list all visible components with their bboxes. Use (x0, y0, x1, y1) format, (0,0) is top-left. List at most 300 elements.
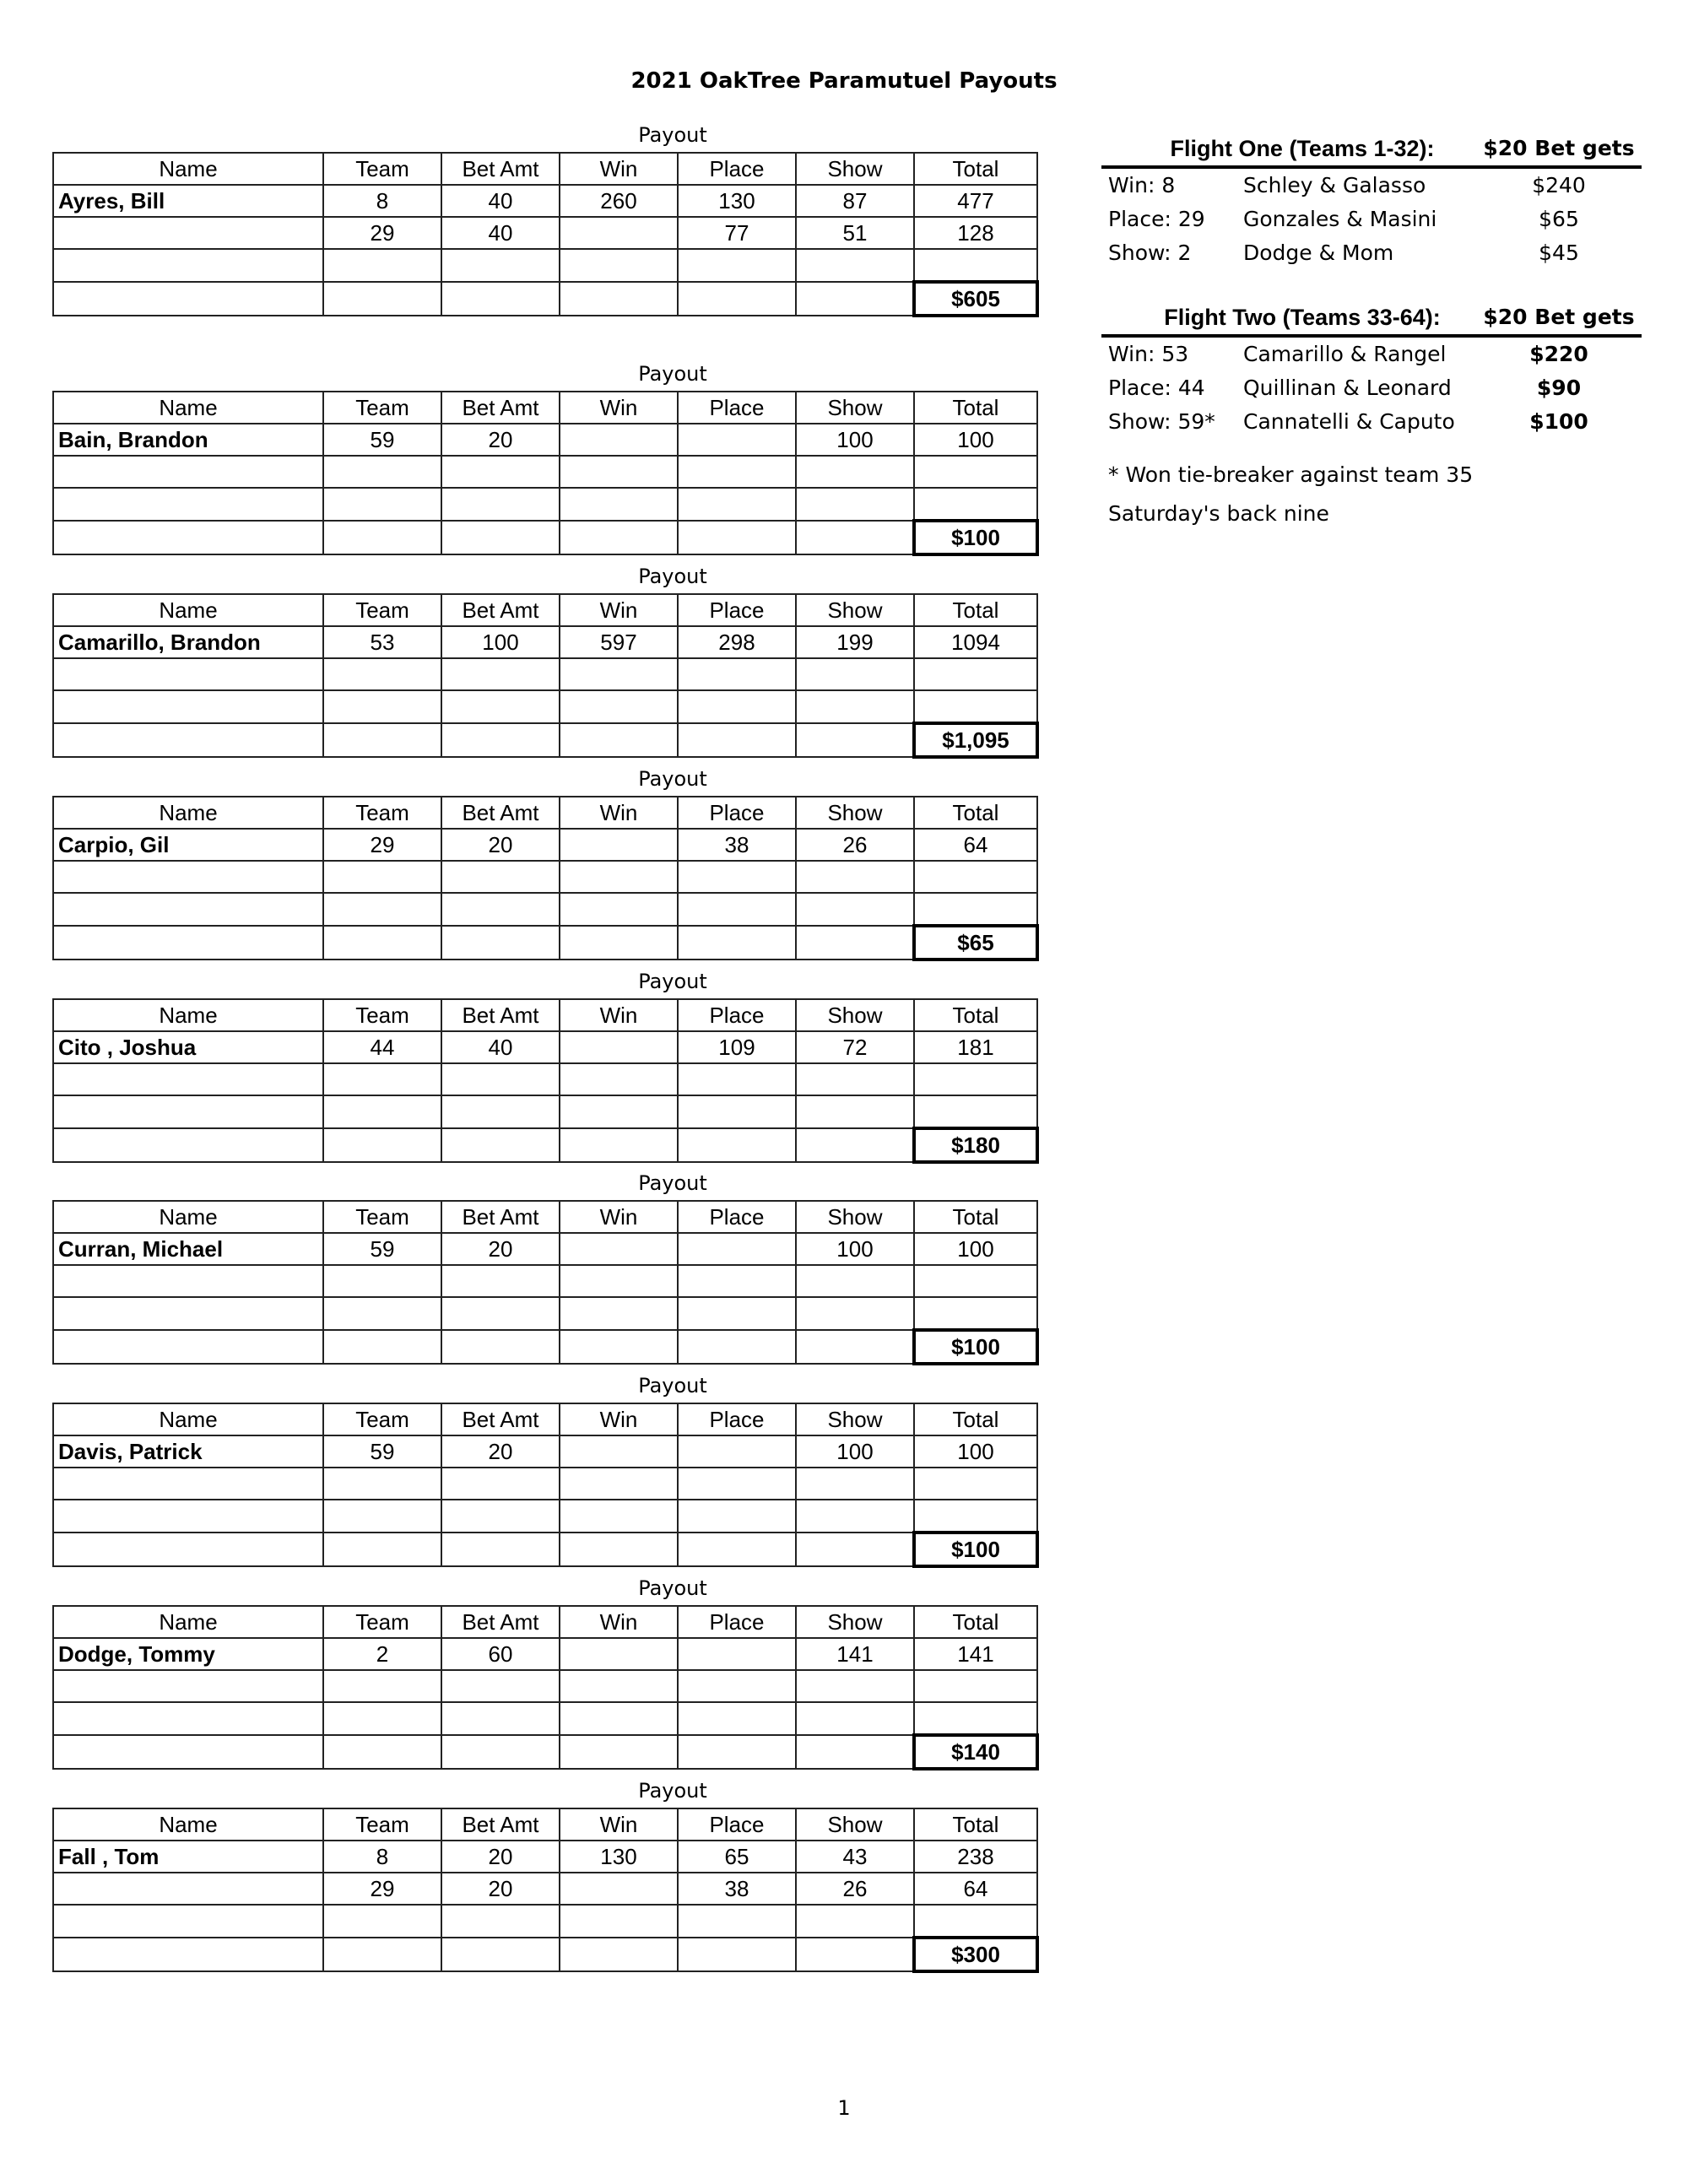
table-cell (323, 1533, 441, 1566)
page-title: 2021 OakTree Paramutuel Payouts (630, 68, 1058, 94)
payout-row (53, 1735, 1037, 1769)
table-cell (441, 690, 560, 723)
table-cell (323, 1735, 441, 1769)
table-cell (796, 1265, 914, 1297)
payout-value: $240 (1532, 173, 1586, 197)
table-cell (53, 282, 323, 316)
payout-caption: Payout (638, 1171, 707, 1195)
table-cell (560, 456, 678, 488)
table-cell (53, 1533, 323, 1566)
table-cell (560, 1905, 678, 1938)
flight-title: Flight One (Teams 1-32): (1170, 136, 1435, 161)
bettor-name (53, 1500, 323, 1533)
column-header: Win (560, 392, 678, 424)
table-cell (560, 1095, 678, 1128)
table-cell (914, 488, 1037, 521)
column-header: Team (323, 797, 441, 829)
payout-table (52, 1200, 1039, 1365)
column-header: Win (560, 797, 678, 829)
table-cell (796, 1533, 914, 1566)
column-header: Team (323, 392, 441, 424)
bettor-name (53, 1905, 323, 1938)
table-row (53, 1702, 1037, 1735)
column-header: Place (678, 392, 796, 424)
table-cell (678, 521, 796, 554)
table-cell (796, 1468, 914, 1500)
table-cell (560, 1938, 678, 1971)
table-cell (678, 1330, 796, 1364)
table-cell (441, 926, 560, 960)
table-cell (560, 488, 678, 521)
bettor-name: Camarillo, Brandon (53, 626, 323, 658)
table-cell: 477 (914, 185, 1037, 217)
table-cell: 43 (796, 1841, 914, 1873)
table-cell (796, 1095, 914, 1128)
table-cell (914, 658, 1037, 690)
column-header: Show (796, 797, 914, 829)
table-cell (323, 1670, 441, 1702)
table-row (53, 1670, 1037, 1702)
column-header: Total (914, 1201, 1037, 1233)
table-cell (560, 723, 678, 757)
payout-row (53, 926, 1037, 960)
table-cell (678, 926, 796, 960)
table-cell: 109 (678, 1031, 796, 1063)
table-cell: 100 (441, 626, 560, 658)
payout-total: $300 (914, 1938, 1037, 1971)
table-cell: 38 (678, 829, 796, 861)
table-cell (796, 1905, 914, 1938)
bettor-block (52, 1774, 1036, 2007)
flight-header (1101, 300, 1642, 338)
table-cell (914, 1905, 1037, 1938)
table-cell: 20 (441, 1435, 560, 1468)
table-cell: 260 (560, 185, 678, 217)
table-cell (560, 1500, 678, 1533)
table-cell (560, 1638, 678, 1670)
table-cell (560, 1063, 678, 1095)
table-cell (441, 1735, 560, 1769)
table-cell (560, 1702, 678, 1735)
table-cell (323, 521, 441, 554)
table-row (53, 424, 1037, 456)
payout-value: $220 (1529, 342, 1588, 366)
table-row (53, 217, 1037, 249)
bettor-name (53, 1702, 323, 1735)
payout-caption: Payout (638, 767, 707, 791)
table-cell (323, 658, 441, 690)
payout-caption: Payout (638, 1779, 707, 1803)
table-cell (560, 690, 678, 723)
table-cell (323, 488, 441, 521)
table-row (53, 1435, 1037, 1468)
table-cell (678, 1638, 796, 1670)
table-cell (678, 488, 796, 521)
finish-label: Show: 2 (1108, 241, 1192, 265)
table-cell (441, 282, 560, 316)
column-header: Total (914, 1808, 1037, 1841)
table-cell (796, 1735, 914, 1769)
table-cell: 77 (678, 217, 796, 249)
table-cell: 199 (796, 626, 914, 658)
table-cell (323, 861, 441, 893)
bettor-name: Ayres, Bill (53, 185, 323, 217)
table-row (53, 1233, 1037, 1265)
column-header: Place (678, 1201, 796, 1233)
column-header: Total (914, 392, 1037, 424)
table-cell (53, 1128, 323, 1162)
table-cell (678, 1702, 796, 1735)
table-cell (441, 1265, 560, 1297)
table-cell (560, 1297, 678, 1330)
payout-caption: Payout (638, 123, 707, 147)
table-cell (678, 1905, 796, 1938)
column-header: Bet Amt (441, 797, 560, 829)
column-header: Team (323, 1201, 441, 1233)
table-cell (914, 1500, 1037, 1533)
table-cell: 141 (796, 1638, 914, 1670)
table-cell (441, 1670, 560, 1702)
table-cell (323, 723, 441, 757)
table-cell (678, 1500, 796, 1533)
table-cell (914, 1670, 1037, 1702)
table-cell (914, 690, 1037, 723)
table-cell: 128 (914, 217, 1037, 249)
table-cell (914, 893, 1037, 926)
bettor-name (53, 456, 323, 488)
table-cell: 141 (914, 1638, 1037, 1670)
table-cell (678, 893, 796, 926)
table-cell (678, 1063, 796, 1095)
bettor-name (53, 1873, 323, 1905)
table-cell: 2 (323, 1638, 441, 1670)
bet-label: $20 Bet gets (1483, 305, 1635, 329)
column-header: Win (560, 594, 678, 626)
table-cell (914, 1702, 1037, 1735)
bettor-name (53, 217, 323, 249)
table-cell (678, 1233, 796, 1265)
bettor-name: Cito , Joshua (53, 1031, 323, 1063)
bettor-name (53, 249, 323, 282)
table-cell: 100 (914, 1233, 1037, 1265)
table-cell (796, 249, 914, 282)
column-header: Win (560, 1808, 678, 1841)
table-cell (560, 1330, 678, 1364)
payout-table (52, 1605, 1039, 1770)
table-cell (796, 488, 914, 521)
table-row (53, 456, 1037, 488)
table-cell (441, 1938, 560, 1971)
table-row (53, 1063, 1037, 1095)
table-cell (678, 1435, 796, 1468)
table-cell (914, 1265, 1037, 1297)
bet-label: $20 Bet gets (1483, 136, 1635, 160)
column-header: Place (678, 594, 796, 626)
column-header: Name (53, 1606, 323, 1638)
table-cell: 130 (678, 185, 796, 217)
bettor-block (52, 1166, 1036, 1399)
table-cell: 59 (323, 1233, 441, 1265)
flight-row (1101, 371, 1642, 405)
column-header: Team (323, 153, 441, 185)
payout-total: $1,095 (914, 723, 1037, 757)
table-cell (441, 1905, 560, 1938)
header-row (53, 392, 1037, 424)
table-cell (914, 861, 1037, 893)
table-cell (678, 1735, 796, 1769)
table-cell (678, 249, 796, 282)
bettor-name (53, 690, 323, 723)
column-header: Place (678, 1808, 796, 1841)
bettor-name (53, 1095, 323, 1128)
table-cell (796, 282, 914, 316)
header-row (53, 1403, 1037, 1435)
table-cell (441, 1297, 560, 1330)
column-header: Place (678, 153, 796, 185)
table-cell: 87 (796, 185, 914, 217)
table-cell (323, 1468, 441, 1500)
table-cell: 72 (796, 1031, 914, 1063)
bettor-name (53, 1468, 323, 1500)
team-names: Schley & Galasso (1243, 173, 1426, 197)
table-cell: 100 (796, 1233, 914, 1265)
team-names: Camarillo & Rangel (1243, 342, 1447, 366)
payout-table (52, 998, 1039, 1164)
payout-row (53, 1128, 1037, 1162)
table-cell (441, 1533, 560, 1566)
column-header: Team (323, 1606, 441, 1638)
bettor-name (53, 893, 323, 926)
table-cell (53, 723, 323, 757)
column-header: Name (53, 797, 323, 829)
table-row (53, 893, 1037, 926)
column-header: Bet Amt (441, 1808, 560, 1841)
table-cell (796, 1670, 914, 1702)
table-cell (560, 926, 678, 960)
table-row (53, 1297, 1037, 1330)
table-cell (53, 521, 323, 554)
table-cell (441, 893, 560, 926)
table-cell: 40 (441, 185, 560, 217)
table-row (53, 1638, 1037, 1670)
table-cell: 100 (914, 424, 1037, 456)
table-cell (323, 1500, 441, 1533)
flight-row (1101, 236, 1642, 270)
bettor-block (52, 1571, 1036, 1804)
table-row (53, 1873, 1037, 1905)
table-cell (323, 456, 441, 488)
table-cell (796, 1297, 914, 1330)
table-cell: 40 (441, 217, 560, 249)
table-cell (914, 456, 1037, 488)
flight-title: Flight Two (Teams 33-64): (1164, 305, 1441, 330)
table-cell: 181 (914, 1031, 1037, 1063)
table-cell: 238 (914, 1841, 1037, 1873)
flight-row (1101, 338, 1642, 371)
header-row (53, 1606, 1037, 1638)
payout-total: $65 (914, 926, 1037, 960)
table-cell (441, 1128, 560, 1162)
column-header: Team (323, 1403, 441, 1435)
column-header: Show (796, 153, 914, 185)
column-header: Show (796, 999, 914, 1031)
payout-row (53, 723, 1037, 757)
table-cell: 20 (441, 1873, 560, 1905)
header-row (53, 594, 1037, 626)
finish-label: Win: 8 (1108, 173, 1176, 197)
table-cell (678, 1533, 796, 1566)
table-cell (323, 1330, 441, 1364)
table-cell (323, 1128, 441, 1162)
table-cell (560, 1873, 678, 1905)
column-header: Bet Amt (441, 392, 560, 424)
column-header: Name (53, 1808, 323, 1841)
table-cell (441, 1500, 560, 1533)
table-cell (323, 893, 441, 926)
finish-label: Place: 44 (1108, 376, 1205, 400)
column-header: Bet Amt (441, 1201, 560, 1233)
bettor-name: Davis, Patrick (53, 1435, 323, 1468)
bettor-block (52, 560, 1036, 792)
table-cell: 44 (323, 1031, 441, 1063)
bettor-name (53, 1063, 323, 1095)
column-header: Win (560, 153, 678, 185)
table-cell (323, 926, 441, 960)
column-header: Win (560, 1403, 678, 1435)
column-header: Name (53, 392, 323, 424)
table-cell (914, 1063, 1037, 1095)
table-cell (796, 456, 914, 488)
bettor-block (52, 1369, 1036, 1602)
table-row (53, 1468, 1037, 1500)
payout-table (52, 796, 1039, 961)
table-cell: 20 (441, 829, 560, 861)
table-cell (53, 1330, 323, 1364)
header-row (53, 153, 1037, 185)
table-cell (796, 893, 914, 926)
column-header: Bet Amt (441, 594, 560, 626)
table-cell: 1094 (914, 626, 1037, 658)
table-cell (441, 1702, 560, 1735)
table-cell (560, 1265, 678, 1297)
table-cell (796, 1330, 914, 1364)
column-header: Bet Amt (441, 153, 560, 185)
payout-caption: Payout (638, 1576, 707, 1600)
team-names: Gonzales & Masini (1243, 207, 1437, 231)
column-header: Total (914, 797, 1037, 829)
bettor-name: Curran, Michael (53, 1233, 323, 1265)
flight-summary (1101, 132, 1642, 533)
payout-table (52, 1808, 1039, 1973)
table-cell (441, 1330, 560, 1364)
table-cell (914, 1297, 1037, 1330)
payout-row (53, 521, 1037, 554)
table-cell: 100 (914, 1435, 1037, 1468)
table-row (53, 185, 1037, 217)
footnote: * Won tie-breaker against team 35 (1108, 462, 1474, 487)
column-header: Show (796, 1201, 914, 1233)
payout-caption: Payout (638, 565, 707, 588)
table-cell (678, 1128, 796, 1162)
column-header: Total (914, 594, 1037, 626)
payout-total: $140 (914, 1735, 1037, 1769)
table-cell: 53 (323, 626, 441, 658)
table-cell (560, 1435, 678, 1468)
finish-label: Show: 59* (1108, 409, 1215, 434)
payout-row (53, 1533, 1037, 1566)
table-cell (560, 1031, 678, 1063)
table-cell (560, 282, 678, 316)
payout-table (52, 391, 1039, 556)
table-cell (796, 1938, 914, 1971)
team-names: Cannatelli & Caputo (1243, 409, 1455, 434)
table-cell (678, 861, 796, 893)
table-cell: 65 (678, 1841, 796, 1873)
table-cell (441, 456, 560, 488)
bettor-name (53, 861, 323, 893)
table-cell (796, 1702, 914, 1735)
bettor-name: Dodge, Tommy (53, 1638, 323, 1670)
bettor-block (52, 357, 1036, 590)
flight-row (1101, 169, 1642, 203)
bettor-name: Bain, Brandon (53, 424, 323, 456)
table-cell (323, 249, 441, 282)
payout-row (53, 1330, 1037, 1364)
payout-value: $100 (1529, 409, 1588, 434)
payout-total: $180 (914, 1128, 1037, 1162)
column-header: Total (914, 1606, 1037, 1638)
table-cell (323, 282, 441, 316)
footnote: Saturday's back nine (1108, 501, 1329, 526)
column-header: Show (796, 1403, 914, 1435)
table-cell (560, 249, 678, 282)
header-row (53, 999, 1037, 1031)
column-header: Bet Amt (441, 999, 560, 1031)
column-header: Place (678, 999, 796, 1031)
table-cell (678, 1265, 796, 1297)
column-header: Name (53, 999, 323, 1031)
payout-value: $45 (1539, 241, 1579, 265)
table-cell: 8 (323, 185, 441, 217)
table-cell (796, 1500, 914, 1533)
table-cell (678, 1938, 796, 1971)
column-header: Win (560, 1606, 678, 1638)
table-cell (441, 521, 560, 554)
column-header: Place (678, 797, 796, 829)
table-cell (560, 658, 678, 690)
table-cell: 29 (323, 1873, 441, 1905)
header-row (53, 797, 1037, 829)
bettor-block (52, 118, 1036, 351)
table-cell (441, 1468, 560, 1500)
column-header: Bet Amt (441, 1606, 560, 1638)
team-names: Quillinan & Leonard (1243, 376, 1452, 400)
table-cell (678, 658, 796, 690)
payout-caption: Payout (638, 362, 707, 386)
table-cell (796, 926, 914, 960)
table-cell: 29 (323, 829, 441, 861)
flight-row (1101, 405, 1642, 439)
table-cell (678, 1468, 796, 1500)
table-cell (678, 282, 796, 316)
header-row (53, 1201, 1037, 1233)
table-cell: 38 (678, 1873, 796, 1905)
team-names: Dodge & Mom (1243, 241, 1394, 265)
column-header: Team (323, 594, 441, 626)
table-cell (796, 1063, 914, 1095)
table-cell (323, 1905, 441, 1938)
payout-value: $65 (1539, 207, 1579, 231)
